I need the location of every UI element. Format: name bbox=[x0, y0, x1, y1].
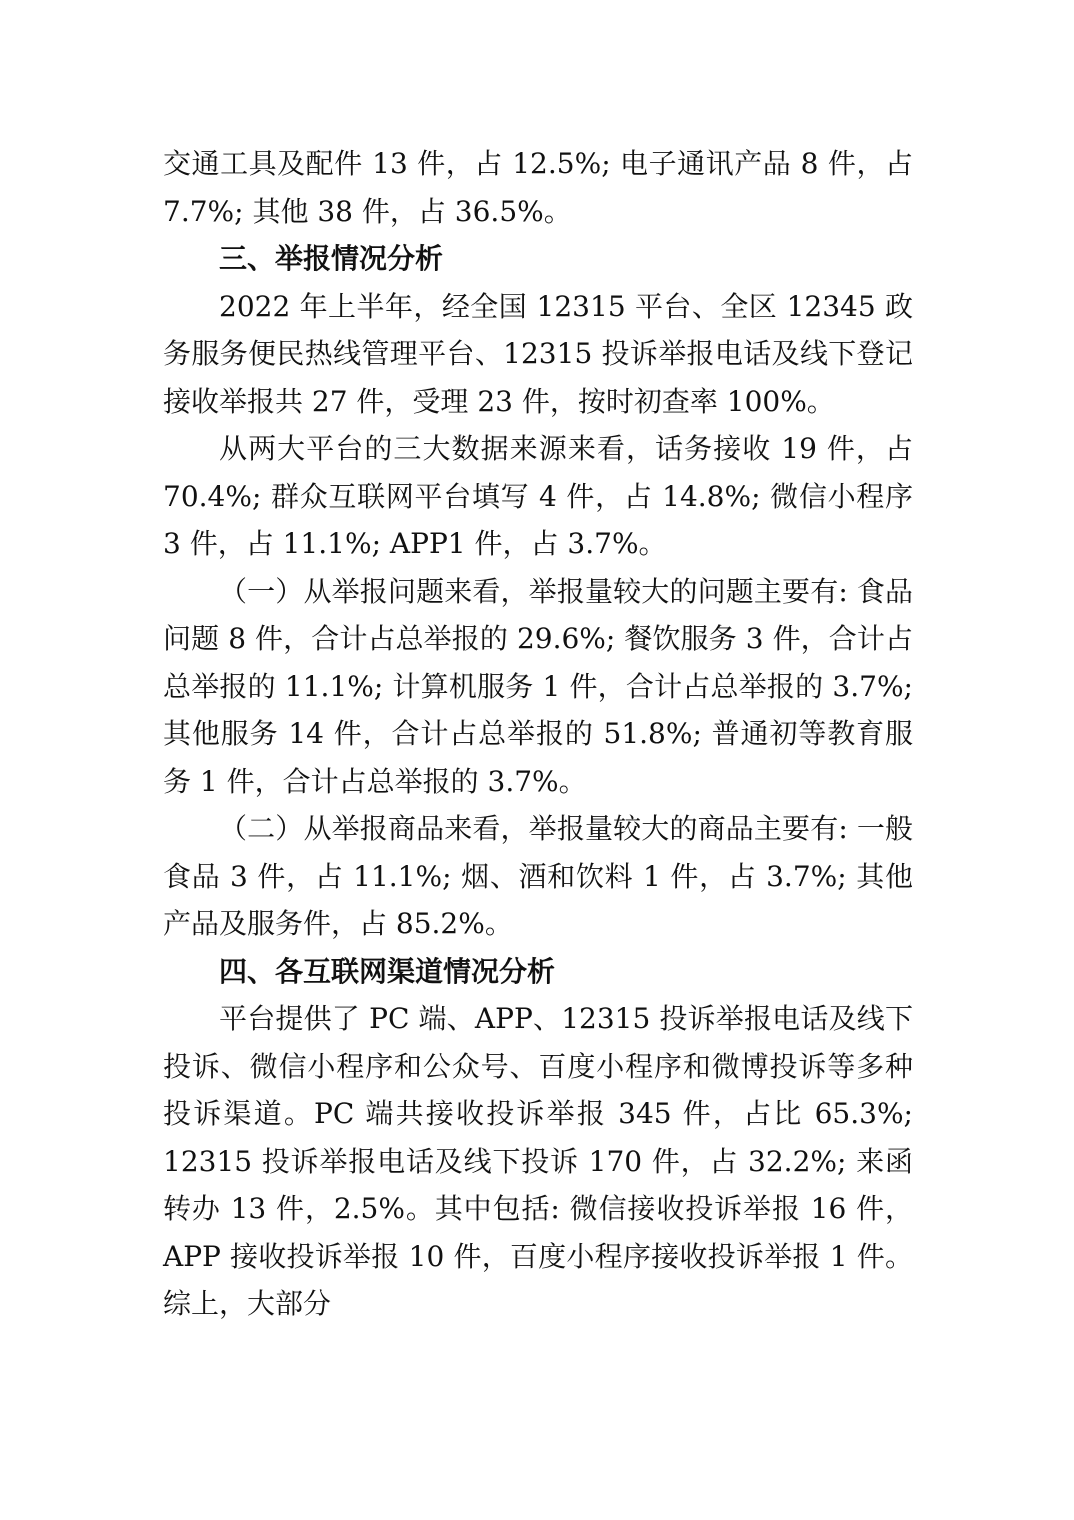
section-heading-channels: 四、各互联网渠道情况分析 bbox=[219, 954, 556, 988]
paragraph-transport-stats: 交通工具及配件 13 件，占 12.5%; 电子通讯产品 8 件，占 7.7%; 其他 38 件，占 36.5%。 bbox=[163, 147, 913, 228]
paragraph-data-sources: 从两大平台的三大数据来源来看，话务接收 19 件，占 70.4%; 群众互联网平台填写 4 件，占 14.8%; 微信小程序 3 件，占 11.1%; APP1 件，占 3.7%。 bbox=[163, 432, 913, 560]
paragraph-report-summary: 2022 年上半年，经全国 12315 平台、全区 12345 政务服务便民热线管理平台、12315 投诉举报电话及线下登记接收举报共 27 件，受理 23 件，按时初查率 100%。 bbox=[163, 289, 913, 418]
document-body bbox=[163, 140, 913, 1328]
paragraph-report-goods: （二）从举报商品来看，举报量较大的商品主要有: 一般食品 3 件，占 11.1%; 烟、酒和饮料 1 件，占 3.7%; 其他产品及服务件，占 85.2%。 bbox=[163, 812, 913, 940]
paragraph-report-issues: （一）从举报问题来看，举报量较大的问题主要有: 食品问题 8 件，合计占总举报的 29.6%; 餐饮服务 3 件，合计占总举报的 11.1%; 计算机服务 1 件，合计占总举报的 3.7%; 其他服务 14 件，合计占总举报的 51.8%; 普通初等教育服务 1 件，合计占总举报的 3.7%。 bbox=[163, 574, 913, 798]
section-heading-reports: 三、举报情况分析 bbox=[219, 242, 444, 275]
paragraph-channels: 平台提供了 PC 端、APP、12315 投诉举报电话及线下投诉、微信小程序和公众号、百度小程序和微博投诉等多种投诉渠道。PC 端共接收投诉举报 345 件，占比 65.3%; 12315 投诉举报电话及线下投诉 170 件，占 32.2%; 来函转办 13 件，2.5%。其中包括: 微信接收投诉举报 16 件， APP 接收投诉举报 10 件，百度小程序接收投诉举报 1 件。综上，大部分 bbox=[163, 1002, 913, 1320]
